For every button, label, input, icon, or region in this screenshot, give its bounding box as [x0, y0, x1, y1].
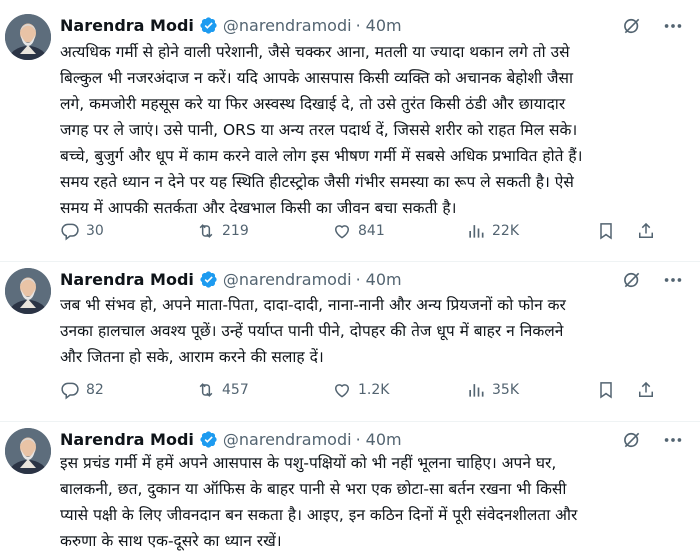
like-button[interactable] — [332, 221, 385, 241]
timestamp[interactable]: 40m — [365, 269, 402, 289]
retweet-icon — [196, 380, 216, 400]
share-icon — [636, 380, 656, 400]
more-icon[interactable] — [662, 430, 684, 450]
tweet-2[interactable] — [0, 262, 700, 422]
tweet-1[interactable] — [0, 0, 700, 262]
reply-button[interactable] — [60, 221, 104, 241]
action-bar — [60, 219, 670, 243]
author-name[interactable]: Narendra Modi — [60, 269, 194, 289]
avatar-image — [5, 14, 51, 60]
retweet-icon — [196, 221, 216, 241]
views-button[interactable] — [466, 221, 519, 241]
repost-count: 219 — [222, 223, 249, 239]
views-button[interactable] — [466, 380, 519, 400]
like-icon — [332, 221, 352, 241]
author-handle[interactable]: @narendramodi — [222, 269, 352, 289]
separator-dot: · — [355, 15, 361, 35]
reply-count: 82 — [86, 382, 104, 398]
repost-count: 457 — [222, 382, 249, 398]
like-button[interactable] — [332, 380, 389, 400]
repost-button[interactable] — [196, 380, 249, 400]
like-count: 1.2K — [358, 382, 390, 398]
grok-icon[interactable] — [622, 270, 642, 290]
grok-icon[interactable] — [622, 430, 642, 450]
bookmark-button[interactable] — [596, 221, 622, 241]
tweet-header — [60, 427, 402, 451]
author-handle[interactable]: @narendramodi — [222, 429, 352, 449]
bookmark-icon — [596, 380, 616, 400]
tweet-text: अत्यधिक गर्मी से होने वाली परेशानी, जैसे चक्कर आना, मतली या ज्यादा थकान लगे तो उसे बिल्कुल भी नजरअंदाज न करें। यदि आपके आसपास किसी व्यक्ति को अचानक बेहोशी जैसा लगे, कमजोरी महसूस करे या फिर अस्वस्थ दिखाई दे, तो उसे तुरंत किसी ठंडी और छायादार जगह पर ले जाएं। उसे पानी, ORS या अन्य तरल पदार्थ दें, जिससे शरीर को राहत मिल सके। बच्चे, बुजुर्ग और धूप में काम करने वाले लोग इस भीषण गर्मी में सबसे अधिक प्रभावित होते हैं। समय रहते ध्यान न देने पर यह स्थिति हीटस्ट्रोक जैसी गंभीर समस्या का रूप ले सकती है। ऐसे समय में आपकी सतर्कता और देखभाल किसी का जीवन बचा सकती है। — [60, 43, 583, 217]
bookmark-button[interactable] — [596, 380, 622, 400]
views-count: 22K — [492, 223, 519, 239]
share-icon — [636, 221, 656, 241]
reply-count: 30 — [86, 223, 104, 239]
avatar-image — [5, 428, 51, 474]
share-button[interactable] — [636, 380, 662, 400]
like-count: 841 — [358, 223, 385, 239]
tweet-header — [60, 267, 402, 291]
share-button[interactable] — [636, 221, 662, 241]
like-icon — [332, 380, 352, 400]
reply-button[interactable] — [60, 380, 104, 400]
verified-badge-icon — [199, 430, 218, 449]
repost-button[interactable] — [196, 221, 249, 241]
more-icon[interactable] — [662, 270, 684, 290]
author-name[interactable]: Narendra Modi — [60, 429, 194, 449]
author-name[interactable]: Narendra Modi — [60, 15, 194, 35]
views-icon — [466, 380, 486, 400]
tweet-header — [60, 13, 402, 37]
views-icon — [466, 221, 486, 241]
avatar[interactable] — [5, 428, 51, 474]
action-bar — [60, 378, 670, 402]
author-handle[interactable]: @narendramodi — [222, 15, 352, 35]
tweet-text: जब भी संभव हो, अपने माता-पिता, दादा-दादी, नाना-नानी और अन्य प्रियजनों को फोन कर उनका हालचाल अवश्य पूछें। उन्हें पर्याप्त पानी पीने, दोपहर की तेज धूप में बाहर न निकलने और जितना हो सके, आराम करने की सलाह दें। — [60, 296, 566, 366]
reply-icon — [60, 380, 80, 400]
bookmark-icon — [596, 221, 616, 241]
timestamp[interactable]: 40m — [365, 429, 402, 449]
verified-badge-icon — [199, 16, 218, 35]
tweet-text: इस प्रचंड गर्मी में हमें अपने आसपास के पशु-पक्षियों को भी नहीं भूलना चाहिए। अपने घर, बालकनी, छत, दुकान या ऑफिस के बाहर पानी से भरा एक छोटा-सा बर्तन रखना भी किसी प्यासे पक्षी के लिए जीवनदान बन सकता है। आइए, इन कठिन दिनों में पूरी संवेदनशीलता और करुणा के साथ एक-दूसरे का ध्यान रखें। — [60, 454, 578, 550]
avatar-image — [5, 268, 51, 314]
views-count: 35K — [492, 382, 519, 398]
separator-dot: · — [355, 269, 361, 289]
more-icon[interactable] — [662, 16, 684, 36]
reply-icon — [60, 221, 80, 241]
avatar[interactable] — [5, 14, 51, 60]
tweet-3[interactable] — [0, 422, 700, 555]
timestamp[interactable]: 40m — [365, 15, 402, 35]
grok-icon[interactable] — [622, 16, 642, 36]
separator-dot: · — [355, 429, 361, 449]
verified-badge-icon — [199, 270, 218, 289]
avatar[interactable] — [5, 268, 51, 314]
